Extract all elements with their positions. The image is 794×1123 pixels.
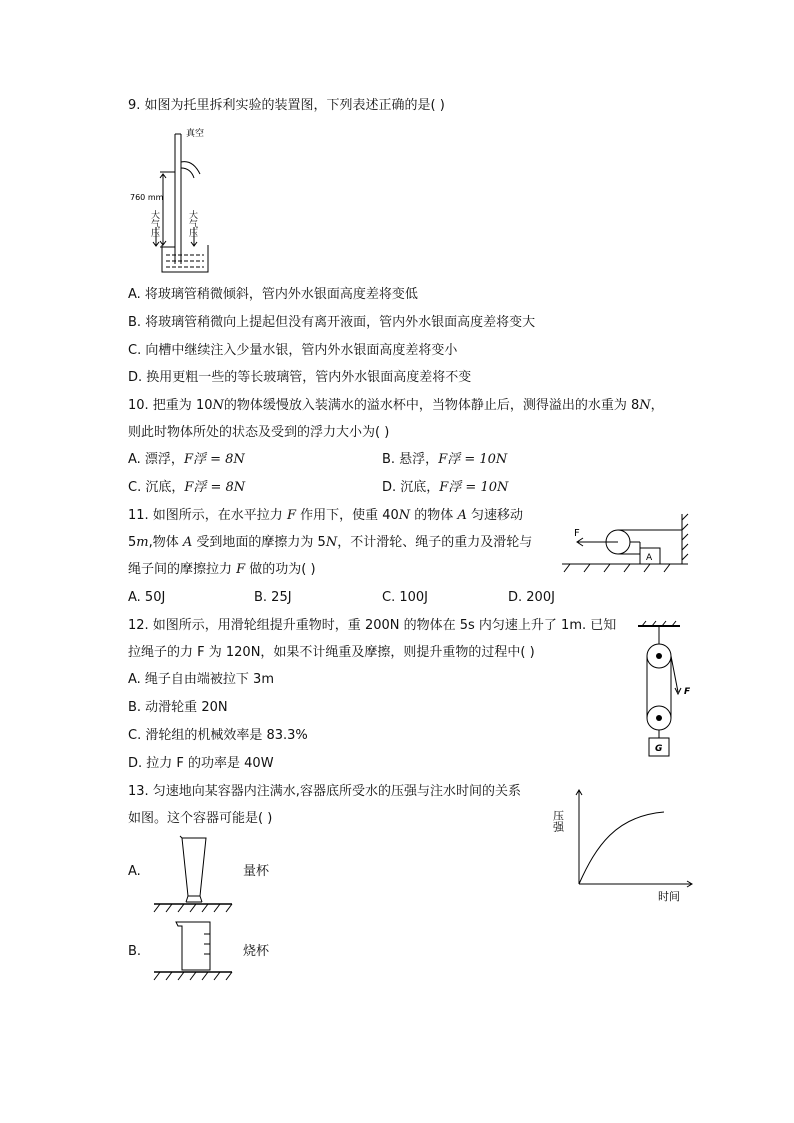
q10-stem-1a: 10. 把重为 10 xyxy=(128,398,213,413)
q10-stem-line2: 则此时物体所处的状态及受到的浮力大小为( ) xyxy=(128,425,390,440)
pressure-time-graph xyxy=(551,786,696,904)
q11-s2g: ，不计滑轮、绳子的重力及滑轮与 xyxy=(337,535,533,550)
q9-option-d[interactable]: D. 换用更粗一些的等长玻璃管，管内外水银面高度差将不变 xyxy=(128,370,472,385)
pulley-horizontal-figure xyxy=(560,512,690,578)
q12-force-label: F xyxy=(684,687,691,697)
q10-option-c-label: C. 沉底， xyxy=(128,480,185,495)
q10-option-a-formula: F浮 = 8N xyxy=(183,452,245,467)
q13-stem-line1: 13. 匀速地向某容器内注满水,容器底所受水的压强与注水时间的关系 xyxy=(128,784,521,799)
q11-s1d: N xyxy=(398,508,411,523)
q10-option-d-formula: F浮 = 10N xyxy=(439,480,509,495)
q11-s3b: F xyxy=(236,562,246,577)
q9-option-a[interactable]: A. 将玻璃管稍微倾斜，管内外水银面高度差将变低 xyxy=(128,287,418,302)
q11-s1b: F xyxy=(286,508,296,523)
q10-stem-line1 xyxy=(128,392,664,419)
q11-s2c: ,物体 xyxy=(148,535,183,550)
q12-option-c[interactable]: C. 滑轮组的机械效率是 83.3% xyxy=(128,728,308,743)
q13-option-b-label[interactable]: B. xyxy=(128,944,142,959)
q12-option-b[interactable]: B. 动滑轮重 20N xyxy=(128,700,228,715)
q12-stem-line1: 12. 如图所示，用滑轮组提升重物时，重 200N 的物体在 5s 内匀速上升了 1m. 已知 xyxy=(128,618,617,633)
q10-option-b-formula: F浮 = 10N xyxy=(438,452,508,467)
q10-option-a[interactable] xyxy=(128,446,245,473)
q11-s1e: 的物体 xyxy=(410,508,458,523)
q12-option-d[interactable]: D. 拉力 F 的功率是 40W xyxy=(128,756,274,771)
pulley-block-figure xyxy=(632,620,692,762)
q13-option-a-name: 量杯 xyxy=(243,864,270,879)
graph-x-label: 时间 xyxy=(658,890,680,903)
graph-y-label: 压强 xyxy=(551,810,565,832)
q11-s1c: 作用下，使重 40 xyxy=(295,508,399,523)
q10-option-d[interactable] xyxy=(382,474,508,501)
q11-s2f: N xyxy=(325,535,338,550)
beaker-figure xyxy=(152,918,234,988)
q11-s3a: 绳子间的摩擦拉力 xyxy=(128,562,237,577)
height-label: 760 mm xyxy=(130,193,164,202)
q10-unit-n1: N xyxy=(212,398,224,413)
q9-option-b[interactable]: B. 将玻璃管稍微向上提起但没有离开液面，管内外水银面高度差将变大 xyxy=(128,315,536,330)
q11-force-label: F xyxy=(574,528,580,539)
pressure-curve xyxy=(579,812,664,884)
q10-option-b-label: B. 悬浮， xyxy=(382,452,439,467)
torricelli-figure xyxy=(130,122,210,274)
q10-option-d-label: D. 沉底， xyxy=(382,480,440,495)
q10-option-b[interactable] xyxy=(382,446,507,473)
q12-option-a[interactable]: A. 绳子自由端被拉下 3m xyxy=(128,672,274,687)
pressure-left-label: 大气压 xyxy=(149,210,159,237)
q13-option-b-name: 烧杯 xyxy=(243,944,270,959)
q10-stem-1e: ， xyxy=(650,398,664,413)
pressure-right-label: 大气压 xyxy=(187,210,197,237)
q11-s1f: A xyxy=(457,508,467,523)
q10-option-c-formula: F浮 = 8N xyxy=(184,480,246,495)
q11-option-a[interactable]: A. 50J xyxy=(128,590,166,605)
q13-stem-line2: 如图。这个容器可能是( ) xyxy=(128,811,273,826)
q11-stem-line3 xyxy=(128,556,316,583)
q11-s2b: m xyxy=(136,535,149,550)
q12-stem-line2: 拉绳子的力 F 为 120N，如果不计绳重及摩擦，则提升重物的过程中( ) xyxy=(128,645,535,660)
q10-stem-1c: 的物体缓慢放入装满水的溢水杯中，当物体静止后，测得溢出的水重为 8 xyxy=(223,398,640,413)
q11-s1g: 匀速移动 xyxy=(466,508,523,523)
vacuum-label: 真空 xyxy=(186,129,205,139)
measuring-cup-figure xyxy=(152,834,234,914)
q10-option-a-label: A. 漂浮， xyxy=(128,452,184,467)
q11-stem-line1 xyxy=(128,502,523,529)
q11-s2e: 受到地面的摩擦力为 5 xyxy=(192,535,326,550)
q10-unit-n2: N xyxy=(639,398,651,413)
q11-s3c: 做的功为( ) xyxy=(245,562,316,577)
q11-s2d: A xyxy=(182,535,193,550)
q11-stem-line2 xyxy=(128,529,532,556)
q12-weight-label: G xyxy=(655,744,663,754)
q9-option-c[interactable]: C. 向槽中继续注入少量水银，管内外水银面高度差将变小 xyxy=(128,343,458,358)
q11-option-d[interactable]: D. 200J xyxy=(508,590,555,605)
q11-block-label: A xyxy=(646,553,653,563)
q11-s1a: 11. 如图所示，在水平拉力 xyxy=(128,508,287,523)
q13-option-a-label[interactable]: A. xyxy=(128,864,141,879)
q11-option-c[interactable]: C. 100J xyxy=(382,590,428,605)
q11-option-b[interactable]: B. 25J xyxy=(254,590,292,605)
q9-stem: 9. 如图为托里拆利实验的装置图，下列表述正确的是( ) xyxy=(128,98,445,113)
q10-option-c[interactable] xyxy=(128,474,245,501)
q11-s2a: 5 xyxy=(128,535,137,550)
